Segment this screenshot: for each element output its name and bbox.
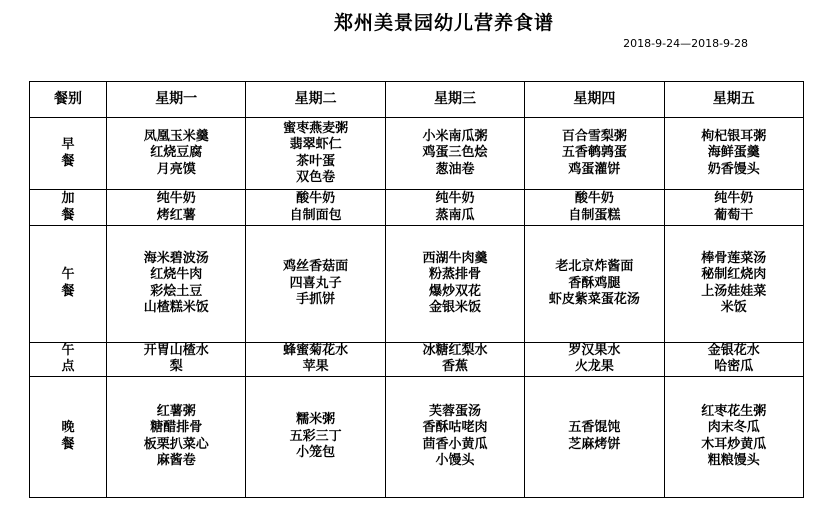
meal-type-char: 点 bbox=[61, 359, 75, 375]
meal-type-char: 餐 bbox=[61, 153, 75, 169]
menu-cell-wednesday bbox=[386, 190, 525, 226]
dish-item: 米饭 bbox=[720, 300, 747, 316]
dish-item: 冰糖红梨水 bbox=[422, 342, 488, 358]
dish-item: 虾皮紫菜蛋花汤 bbox=[548, 292, 640, 308]
dish-item: 粉蒸排骨 bbox=[428, 267, 481, 283]
menu-cell-tuesday bbox=[246, 226, 385, 342]
meal-type-cell bbox=[30, 377, 107, 498]
header-meal-type: 餐别 bbox=[30, 82, 107, 118]
dish-item: 香蕉 bbox=[441, 359, 468, 375]
dish-item: 纯牛奶 bbox=[714, 191, 754, 207]
dish-item: 小笼包 bbox=[296, 445, 336, 461]
dish-item: 老北京炸酱面 bbox=[555, 259, 634, 275]
header-wednesday: 星期三 bbox=[386, 82, 525, 118]
dish-item: 哈密瓜 bbox=[714, 359, 754, 375]
dish-item: 红烧牛肉 bbox=[150, 267, 203, 283]
meal-type-char: 餐 bbox=[61, 207, 75, 223]
lunch-row bbox=[30, 226, 804, 342]
afternoon-snack-row bbox=[30, 343, 804, 377]
menu-cell-monday bbox=[107, 226, 246, 342]
dish-item: 木耳炒黄瓜 bbox=[701, 436, 767, 452]
menu-cell-thursday bbox=[525, 343, 664, 377]
dish-item: 芝麻烤饼 bbox=[568, 436, 621, 452]
snack-row bbox=[30, 190, 804, 226]
dish-item: 芙蓉蛋汤 bbox=[428, 403, 481, 419]
meal-type-char: 餐 bbox=[61, 436, 75, 452]
dish-item: 西湖牛肉羹 bbox=[422, 250, 488, 266]
menu-cell-monday bbox=[107, 377, 246, 498]
menu-cell-thursday bbox=[525, 190, 664, 226]
dish-item: 鸡丝香菇面 bbox=[283, 259, 349, 275]
menu-cell-wednesday bbox=[386, 343, 525, 377]
date-range: 2018-9-24—2018-9-28 bbox=[623, 37, 748, 50]
dish-item: 金银米饭 bbox=[428, 300, 481, 316]
dish-item: 奶香馒头 bbox=[707, 161, 760, 177]
dish-item: 葡萄干 bbox=[714, 207, 754, 223]
menu-cell-wednesday bbox=[386, 118, 525, 190]
dish-item: 糯米粥 bbox=[296, 412, 336, 428]
header-row bbox=[30, 82, 804, 118]
dish-item: 烤红薯 bbox=[156, 207, 196, 223]
dish-item: 自制面包 bbox=[289, 207, 342, 223]
dish-item: 海鲜蛋羹 bbox=[707, 145, 760, 161]
dish-item: 月亮馍 bbox=[156, 161, 196, 177]
meal-type-cell bbox=[30, 343, 107, 377]
dish-item: 蜂蜜菊花水 bbox=[283, 342, 349, 358]
menu-cell-friday bbox=[665, 226, 804, 342]
dish-item: 鸡蛋三色烩 bbox=[422, 145, 488, 161]
menu-cell-tuesday bbox=[246, 377, 385, 498]
dish-item: 上汤娃娃菜 bbox=[701, 283, 767, 299]
dish-item: 粗粮馒头 bbox=[707, 453, 760, 469]
menu-table bbox=[29, 81, 804, 498]
dish-item: 梨 bbox=[169, 359, 183, 375]
dish-item: 开胃山楂水 bbox=[143, 342, 209, 358]
meal-type-cell bbox=[30, 226, 107, 342]
page-title: 郑州美景园幼儿营养食谱 bbox=[333, 12, 554, 34]
menu-cell-monday bbox=[107, 190, 246, 226]
dinner-row bbox=[30, 377, 804, 498]
dish-item: 纯牛奶 bbox=[156, 191, 196, 207]
dish-item: 四喜丸子 bbox=[289, 275, 342, 291]
dish-item: 麻酱卷 bbox=[156, 453, 196, 469]
dish-item: 海米碧波汤 bbox=[143, 250, 209, 266]
meal-type-char: 餐 bbox=[61, 283, 75, 299]
dish-item: 彩烩土豆 bbox=[150, 283, 203, 299]
dish-item: 红枣花生粥 bbox=[701, 403, 767, 419]
menu-cell-monday bbox=[107, 343, 246, 377]
menu-cell-friday bbox=[665, 118, 804, 190]
dish-item: 苹果 bbox=[302, 359, 329, 375]
dish-item: 手抓饼 bbox=[296, 292, 336, 308]
dish-item: 香酥鸡腿 bbox=[568, 275, 621, 291]
header-tuesday: 星期二 bbox=[246, 82, 385, 118]
menu-cell-thursday bbox=[525, 226, 664, 342]
dish-item: 鸡蛋灌饼 bbox=[568, 161, 621, 177]
meal-type-char: 早 bbox=[61, 137, 75, 153]
dish-item: 五香馄饨 bbox=[568, 420, 621, 436]
menu-cell-thursday bbox=[525, 377, 664, 498]
dish-item: 五彩三丁 bbox=[289, 428, 342, 444]
menu-cell-wednesday bbox=[386, 377, 525, 498]
dish-item: 蜜枣燕麦粥 bbox=[283, 120, 349, 136]
header-monday: 星期一 bbox=[107, 82, 246, 118]
dish-item: 罗汉果水 bbox=[568, 342, 621, 358]
dish-item: 茶叶蛋 bbox=[296, 153, 336, 169]
meal-type-cell bbox=[30, 118, 107, 190]
dish-item: 肉末冬瓜 bbox=[707, 420, 760, 436]
dish-item: 红烧豆腐 bbox=[150, 145, 203, 161]
dish-item: 酸牛奶 bbox=[296, 191, 336, 207]
dish-item: 金银花水 bbox=[707, 342, 760, 358]
meal-type-cell bbox=[30, 190, 107, 226]
dish-item: 凤凰玉米羹 bbox=[143, 128, 209, 144]
dish-item: 五香鹌鹑蛋 bbox=[561, 145, 627, 161]
dish-item: 爆炒双花 bbox=[428, 283, 481, 299]
breakfast-row bbox=[30, 118, 804, 190]
meal-type-char: 午 bbox=[61, 267, 75, 283]
menu-cell-friday bbox=[665, 377, 804, 498]
dish-item: 自制蛋糕 bbox=[568, 207, 621, 223]
dish-item: 山楂糕米饭 bbox=[143, 300, 209, 316]
menu-cell-friday bbox=[665, 190, 804, 226]
dish-item: 百合雪梨粥 bbox=[561, 128, 627, 144]
header-thursday: 星期四 bbox=[525, 82, 664, 118]
menu-cell-tuesday bbox=[246, 190, 385, 226]
dish-item: 小馒头 bbox=[435, 453, 475, 469]
meal-type-char: 加 bbox=[61, 191, 75, 207]
dish-item: 酸牛奶 bbox=[574, 191, 614, 207]
dish-item: 秘制红烧肉 bbox=[701, 267, 767, 283]
dish-item: 香酥咕咾肉 bbox=[422, 420, 488, 436]
menu-cell-monday bbox=[107, 118, 246, 190]
dish-item: 棒骨莲菜汤 bbox=[701, 250, 767, 266]
menu-cell-tuesday bbox=[246, 118, 385, 190]
menu-cell-friday bbox=[665, 343, 804, 377]
dish-item: 红薯粥 bbox=[156, 403, 196, 419]
menu-cell-tuesday bbox=[246, 343, 385, 377]
header-friday: 星期五 bbox=[665, 82, 804, 118]
meal-type-char: 晚 bbox=[61, 420, 75, 436]
meal-type-char: 午 bbox=[61, 342, 75, 358]
dish-item: 双色卷 bbox=[296, 170, 336, 186]
dish-item: 火龙果 bbox=[574, 359, 614, 375]
dish-item: 葱油卷 bbox=[435, 161, 475, 177]
menu-cell-wednesday bbox=[386, 226, 525, 342]
dish-item: 茴香小黄瓜 bbox=[422, 436, 488, 452]
dish-item: 蒸南瓜 bbox=[435, 207, 475, 223]
dish-item: 枸杞银耳粥 bbox=[701, 128, 767, 144]
dish-item: 纯牛奶 bbox=[435, 191, 475, 207]
menu-cell-thursday bbox=[525, 118, 664, 190]
dish-item: 糖醋排骨 bbox=[150, 420, 203, 436]
dish-item: 板栗扒菜心 bbox=[143, 436, 209, 452]
dish-item: 翡翠虾仁 bbox=[289, 137, 342, 153]
dish-item: 小米南瓜粥 bbox=[422, 128, 488, 144]
